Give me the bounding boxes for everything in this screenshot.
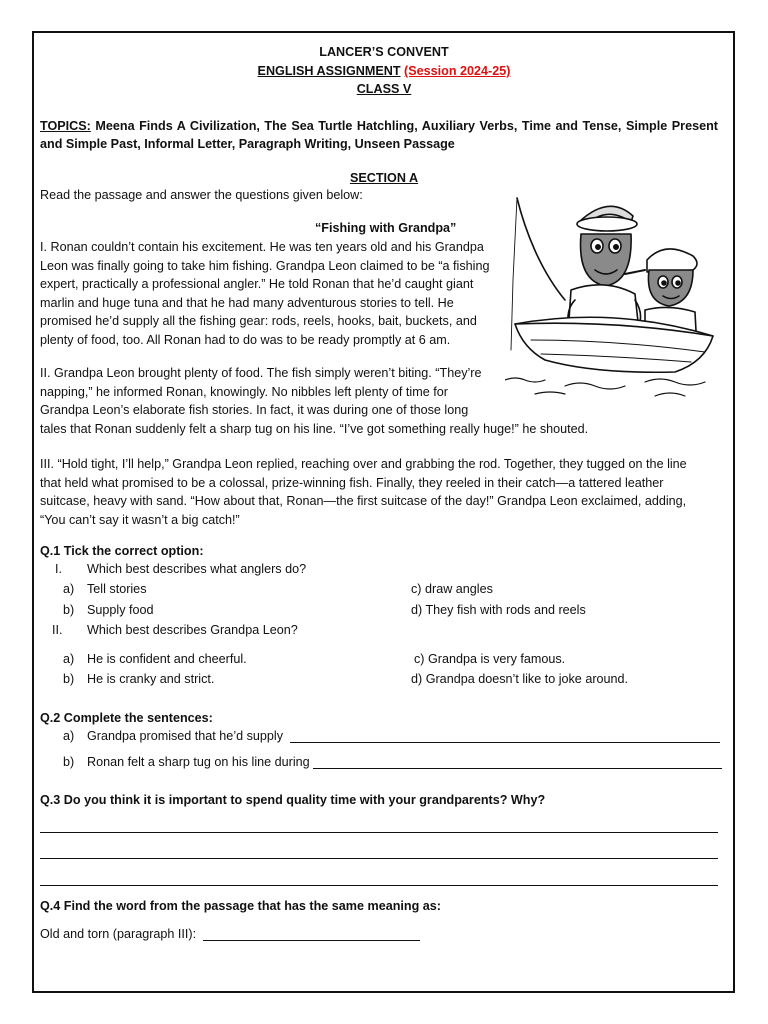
passage-line: expert, practically a professional angler.” He told Ronan that he’d caught giant (40, 277, 474, 291)
q1-ii-option-b[interactable]: He is cranky and strict. (87, 672, 215, 686)
option-label: b) (63, 755, 75, 769)
q1-ii-option-c[interactable]: c) Grandpa is very famous. (414, 652, 566, 666)
class-label: CLASS V (356, 82, 412, 96)
q1-i-option-a[interactable]: Tell stories (87, 582, 147, 596)
option-label: a) (63, 582, 75, 596)
passage-line: that held what promised to be a colossal, prize-winning fish. Finally, they reeled in their catch—a tattered leather (40, 475, 664, 490)
passage-line: “You can’t say it wasn’t a big catch!” (40, 512, 240, 527)
q2-a-answer-line[interactable] (290, 742, 720, 743)
option-label: b) (63, 603, 75, 617)
q1-i-option-b[interactable]: Supply food (87, 603, 154, 617)
topics-label: TOPICS: (40, 119, 91, 133)
q4-answer-line[interactable] (203, 940, 420, 941)
passage-instruction: Read the passage and answer the questions given below: (40, 188, 363, 202)
assignment-label: ENGLISH ASSIGNMENT (257, 64, 401, 78)
assignment-title (0, 64, 768, 78)
passage-line: napping,” he informed Ronan, knowingly. No nibbles left plenty of time for (40, 384, 448, 399)
q2-a-sentence: Grandpa promised that he’d supply (87, 729, 284, 743)
passage-line: Leon was finally going to take him fishing. Grandpa Leon claimed to be “a fishing (40, 258, 490, 273)
paragraph-3 (40, 455, 687, 529)
fishing-boat-illustration-icon (505, 190, 720, 402)
option-label: a) (63, 729, 75, 743)
paragraph-1 (40, 238, 489, 349)
topics (40, 117, 718, 153)
topics-text: Meena Finds A Civilization, The Sea Turtle Hatchling, Auxiliary Verbs, Time and Tense, Simple Present and Simple Past, Informal Letter, Paragraph Writing, Unseen Passage (40, 119, 718, 151)
q1-title: Q.1 Tick the correct option: (40, 544, 204, 558)
q1-i-question: Which best describes what anglers do? (87, 562, 307, 576)
passage-line: plenty of food, too. All Ronan had to do was to be ready promptly at 6 am. (40, 332, 451, 347)
option-label: a) (63, 652, 75, 666)
passage-line: suitcase, heavy with sand. “How about that, Ronan—the first suitcase of the day!” Grandpa Leon exclaimed, adding, (40, 494, 687, 508)
q3-title: Q.3 Do you think it is important to spend quality time with your grandparents? Why? (40, 793, 546, 807)
q1-ii-option-d[interactable]: d) Grandpa doesn’t like to joke around. (411, 672, 629, 686)
q1-ii-option-a[interactable]: He is confident and cheerful. (87, 652, 247, 666)
section-a-title: SECTION A (349, 171, 419, 185)
q1-ii-question: Which best describes Grandpa Leon? (87, 623, 298, 637)
passage-line: II. Grandpa Leon brought plenty of food. The fish simply weren’t biting. “They’re (40, 366, 482, 380)
q3-answer-line[interactable] (40, 858, 718, 859)
passage-line: tales that Ronan suddenly felt a sharp tug on his line. “I’ve got something really huge!” he shouted. (40, 421, 589, 436)
q4-title: Q.4 Find the word from the passage that has the same meaning as: (40, 899, 441, 913)
q2-b-sentence: Ronan felt a sharp tug on his line during (87, 755, 310, 769)
session-label: (Session 2024-25) (404, 64, 511, 78)
q3-answer-line[interactable] (40, 832, 718, 833)
passage-line: I. Ronan couldn’t contain his excitement. He was ten years old and his Grandpa (40, 240, 484, 254)
passage-line: promised he’d supply all the fishing gear: rods, reels, hooks, bait, buckets, and (40, 314, 477, 328)
passage-line: Grandpa Leon’s elaborate fish stories. In fact, it was during one of those long (40, 403, 469, 417)
q1-ii-number: II. (52, 623, 63, 637)
q3-answer-line[interactable] (40, 885, 718, 886)
passage-line: marlin and huge tuna and that he had many adventurous stories to tell. He (40, 295, 454, 310)
school-name: LANCER’S CONVENT (319, 45, 449, 59)
story-title: “Fishing with Grandpa” (315, 221, 457, 235)
q2-b-answer-line[interactable] (313, 768, 722, 769)
q4-item: Old and torn (paragraph III): (40, 927, 197, 941)
q1-i-option-c[interactable]: c) draw angles (411, 582, 493, 596)
option-label: b) (63, 672, 75, 686)
passage-line: III. “Hold tight, I’ll help,” Grandpa Leon replied, reaching over and grabbing the rod. Together, they tugged on the line (40, 457, 687, 471)
q1-i-option-d[interactable]: d) They fish with rods and reels (411, 603, 586, 617)
q2-title: Q.2 Complete the sentences: (40, 711, 213, 725)
q1-i-number: I. (55, 562, 62, 576)
